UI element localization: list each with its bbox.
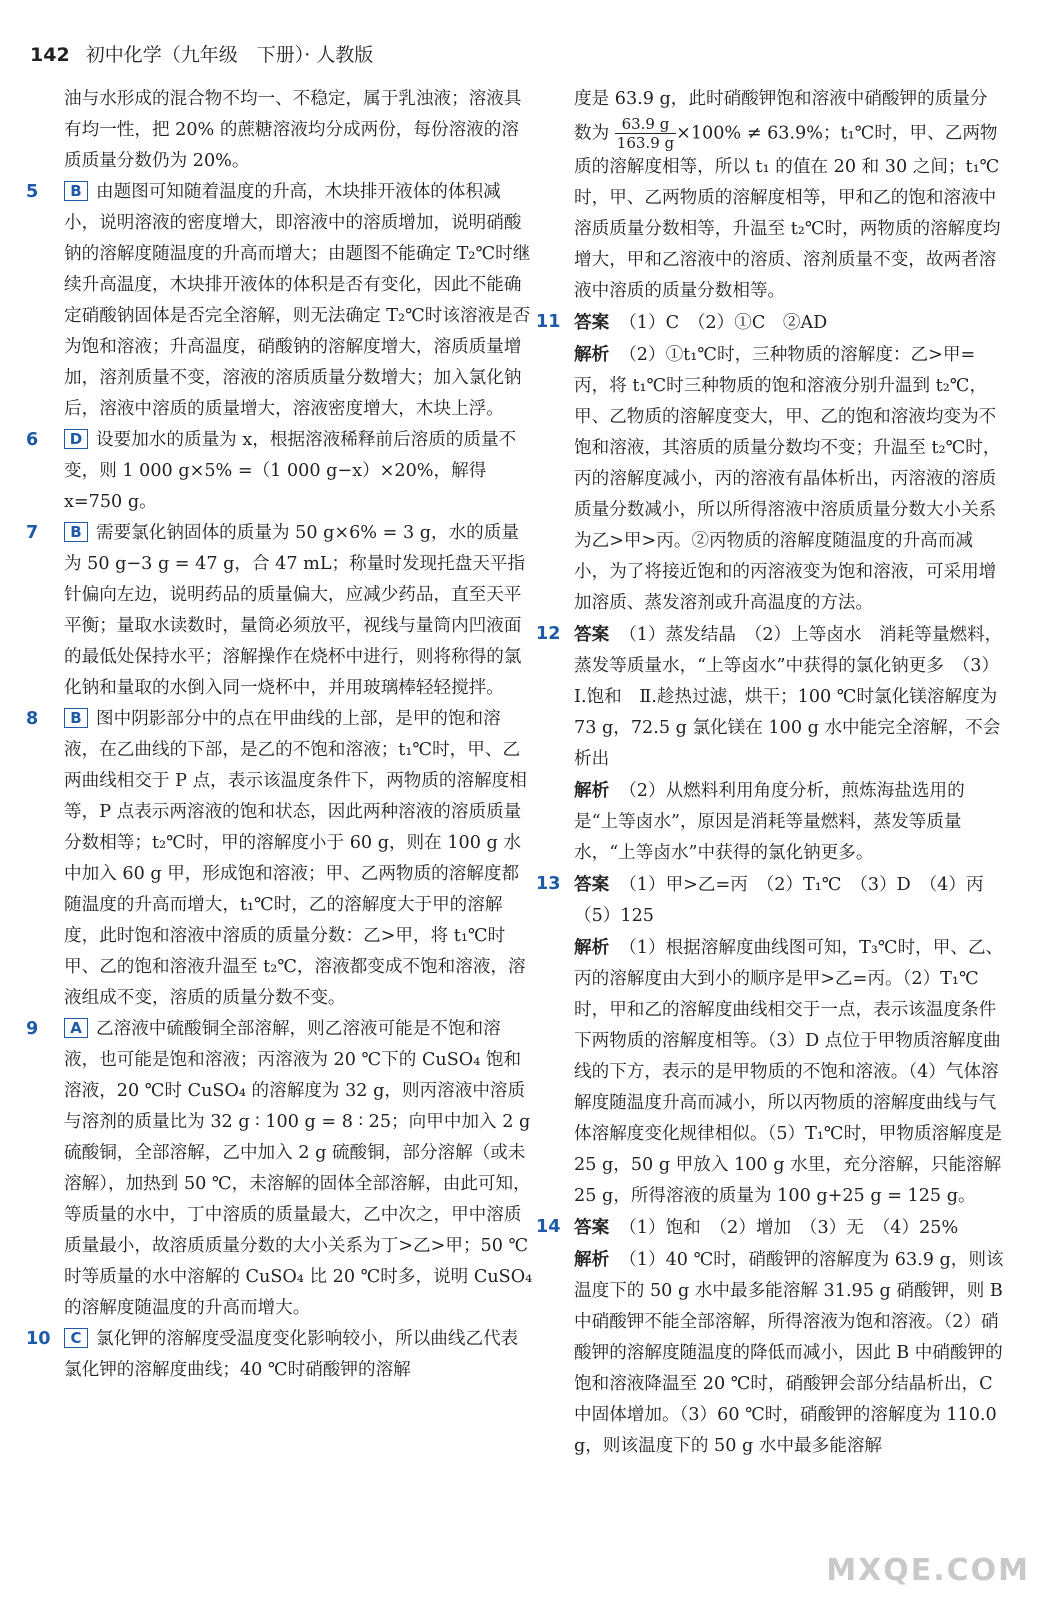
question-number: 11 [536,312,561,332]
answer-label: 答案 [574,624,610,645]
question-number: 13 [536,874,561,894]
question-7 [26,518,534,704]
explanation-text: （2）从燃料利用角度分析，煎炼海盐选用的是“上等卤水”，原因是消耗等量燃料，蒸发等质量水，“上等卤水”中获得的氯化钠更多。 [574,781,965,863]
question-explanation: 乙溶液中硫酸铜全部溶解，则乙溶液可能是不饱和溶液，也可能是饱和溶液；丙溶液为 20 ℃下的 CuSO₄ 饱和溶液，20 ℃时 CuSO₄ 的溶解度为 32 g，则丙溶液中溶质与溶剂的质量比为 32 g ∶ 100 g = 8 ∶ 25；向甲中加入 2 g 硫酸铜，全部溶解，乙中加入 2 g 硫酸铜，部分溶解（或未溶解），加热到 50 ℃，未溶解的固体全部溶解，由此可知，等质量的水中，丁中溶质的质量最大，乙中次之，甲中溶质质量最小，故溶质质量分数的大小关系为丁>乙>甲；50 ℃时等质量的水中溶解的 CuSO₄ 比 20 ℃时多，说明 CuSO₄ 的溶解度随温度的升高而增大。 [64,1019,533,1318]
question-explanation: 设要加水的质量为 x，根据溶液稀释前后溶质的质量不变，则 1 000 g×5% =（1 000 g−x）×20%，解得 x=750 g。 [64,430,517,512]
question-number: 14 [536,1217,561,1237]
question-10 [26,1324,534,1386]
intro-paragraph [64,84,534,177]
answer-label: 答案 [574,1217,610,1238]
answer-text: （1）饱和 （2）增加 （3）无 （4）25% [619,1218,959,1238]
question-explanation: 由题图可知随着温度的升高，木块排开液体的体积减小，说明溶液的密度增大，即溶液中的溶质增加，说明硝酸钠的溶解度随温度的升高而增大；由题图不能确定 T₂℃时继续升高温度，木块排开液体的体积是否有变化，因此不能确定硝酸钠固体是否完全溶解，则无法确定 T₂℃时该溶液是否为饱和溶液；升高温度，硝酸钠的溶解度增大，溶质质量增加，溶剂质量不变，溶液的溶质质量分数增大；加入氯化钠后，溶液中溶质的质量增大，溶液密度增大，木块上浮。 [64,182,531,419]
answer-badge: B [64,708,88,728]
continued-text-2: ×100% ≠ 63.9%；t₁℃时，甲、乙两物质的溶解度相等，所以 t₁ 的值在 20 和 30 之间；t₁℃时，甲、乙两物质的溶解度相等，甲和乙的饱和溶液中溶质质量分数相等，升温至 t₂℃时，两物质的溶解度均增大，甲和乙溶液中的溶质、溶剂质量不变，故两者溶液中溶质的质量分数相等。 [574,123,1001,301]
question-12 [536,619,1004,869]
question-9 [26,1014,534,1324]
question-number: 5 [26,182,39,202]
question-10-continued [574,84,1004,307]
explanation-label: 解析 [574,344,610,365]
question-number: 7 [26,523,39,543]
explanation-label: 解析 [574,1249,610,1270]
question-number: 10 [26,1329,51,1349]
question-number: 9 [26,1019,39,1039]
answer-text: （1）甲>乙=丙 （2）T₁℃ （3）D （4）丙 （5）125 [574,875,1002,926]
question-number: 8 [26,709,39,729]
fraction-denominator: 163.9 g [616,134,675,152]
question-5 [26,177,534,425]
continued-text-1: 度是 63.9 g，此时硝酸钾饱和溶液中硝酸钾的质量分数为 [574,89,988,144]
explanation-label: 解析 [574,937,610,958]
question-number: 6 [26,430,39,450]
fraction [615,115,676,152]
fraction-numerator: 63.9 g [615,115,676,134]
question-6 [26,425,534,518]
question-explanation: 需要氯化钠固体的质量为 50 g×6% = 3 g，水的质量为 50 g−3 g = 47 g，合 47 mL；称量时发现托盘天平指针偏向左边，说明药品的质量偏大，应减少药品，直至天平平衡；量取水读数时，量筒必须放平，视线与量筒内凹液面的最低处保持水平；溶解操作在烧杯中进行，则将称得的氯化钠和量取的水倒入同一烧杯中，并用玻璃棒轻轻搅拌。 [64,523,526,698]
intro-text: 油与水形成的混合物不均一、不稳定，属于乳浊液；溶液具有均一性，把 20% 的蔗糖溶液均分成两份，每份溶液的溶质质量分数仍为 20%。 [64,89,522,171]
answer-label: 答案 [574,312,610,333]
answer-text: （1）蒸发结晶 （2）上等卤水 消耗等量燃料，蒸发等质量水，“上等卤水”中获得的氯化钠更多 （3）Ⅰ.饱和 Ⅱ.趁热过滤，烘干；100 ℃时氯化镁溶解度为 73 g，72.5 g 氯化镁在 100 g 水中能完全溶解，不会析出 [574,625,1003,769]
question-explanation: 图中阴影部分中的点在甲曲线的上部，是甲的饱和溶液，在乙曲线的下部，是乙的不饱和溶液；t₁℃时，甲、乙两曲线相交于 P 点，表示该温度条件下，两物质的溶解度相等，P 点表示两溶液的饱和状态，因此两种溶液的溶质质量分数相等；t₂℃时，甲的溶解度小于 60 g，则在 100 g 水中加入 60 g 甲，形成饱和溶液；甲、乙两物质的溶解度都随温度的升高而增大，t₁℃时，乙的溶解度大于甲的溶解度，此时饱和溶液中溶质的质量分数：乙>甲，将 t₁℃时甲、乙的饱和溶液升温至 t₂℃，溶液都变成不饱和溶液，溶液组成不变，溶质的质量分数不变。 [64,709,527,1008]
answer-text: （1）C （2）①C ②AD [619,313,828,333]
book-title: 初中化学（九年级 下册）· 人教版 [85,44,374,66]
question-8 [26,704,534,1014]
question-14 [536,1212,1004,1462]
explanation-text: （1）40 ℃时，硝酸钾的溶解度为 63.9 g，则该温度下的 50 g 水中最多能溶解 31.95 g 硝酸钾，则 B 中硝酸钾不能全部溶解，所得溶液为饱和溶液。（2）硝酸钾的溶解度随温度的降低而减小，因此 B 中硝酸钾的饱和溶液降温至 20 ℃时，硝酸钾会部分结晶析出，C 中固体增加。（3）60 ℃时，硝酸钾的溶解度为 110.0 g，则该温度下的 50 g 水中最多能溶解 [574,1250,1004,1456]
answer-badge: B [64,522,88,542]
page-header [30,40,373,67]
watermark-logo: MXQE.COM [826,1553,1030,1588]
question-13 [536,869,1004,1212]
left-column [26,84,534,1386]
answer-badge: A [64,1018,88,1038]
explanation-label: 解析 [574,780,610,801]
question-explanation: 氯化钾的溶解度受温度变化影响较小，所以曲线乙代表氯化钾的溶解度曲线；40 ℃时硝酸钾的溶解 [64,1329,519,1380]
right-column [536,84,1004,1462]
answer-label: 答案 [574,874,610,895]
page-number: 142 [30,44,70,66]
question-11 [536,307,1004,619]
answer-badge: D [64,429,88,449]
explanation-text: （2）①t₁℃时，三种物质的溶解度：乙>甲=丙，将 t₁℃时三种物质的饱和溶液分别升温到 t₂℃，甲、乙物质的溶解度变大，甲、乙的饱和溶液均变为不饱和溶液，其溶质的质量分数均不变；升温至 t₂℃时，丙的溶解度减小，丙的溶液有晶体析出，丙溶液的溶质质量分数减小，所以所得溶液中溶质质量分数大小关系为乙>甲>丙。②丙物质的溶解度随温度的升高而减小，为了将接近饱和的丙溶液变为饱和溶液，可采用增加溶质、蒸发溶剂或升高温度的方法。 [574,345,1001,613]
question-number: 12 [536,624,561,644]
answer-badge: B [64,181,88,201]
answer-badge: C [64,1328,88,1348]
explanation-text: （1）根据溶解度曲线图可知，T₃℃时，甲、乙、丙的溶解度由大到小的顺序是甲>乙=丙。（2）T₁℃时，甲和乙的溶解度曲线相交于一点，表示该温度条件下两物质的溶解度相等。（3）D 点位于甲物质溶解度曲线的下方，表示的是甲物质的不饱和溶液。（4）气体溶解度随温度升高而减小，所以丙物质的溶解度曲线与气体溶解度变化规律相似。（5）T₁℃时，甲物质溶解度是 25 g，50 g 甲放入 100 g 水里，充分溶解，只能溶解 25 g，所得溶液的质量为 100 g+25 g = 125 g。 [574,938,1004,1206]
